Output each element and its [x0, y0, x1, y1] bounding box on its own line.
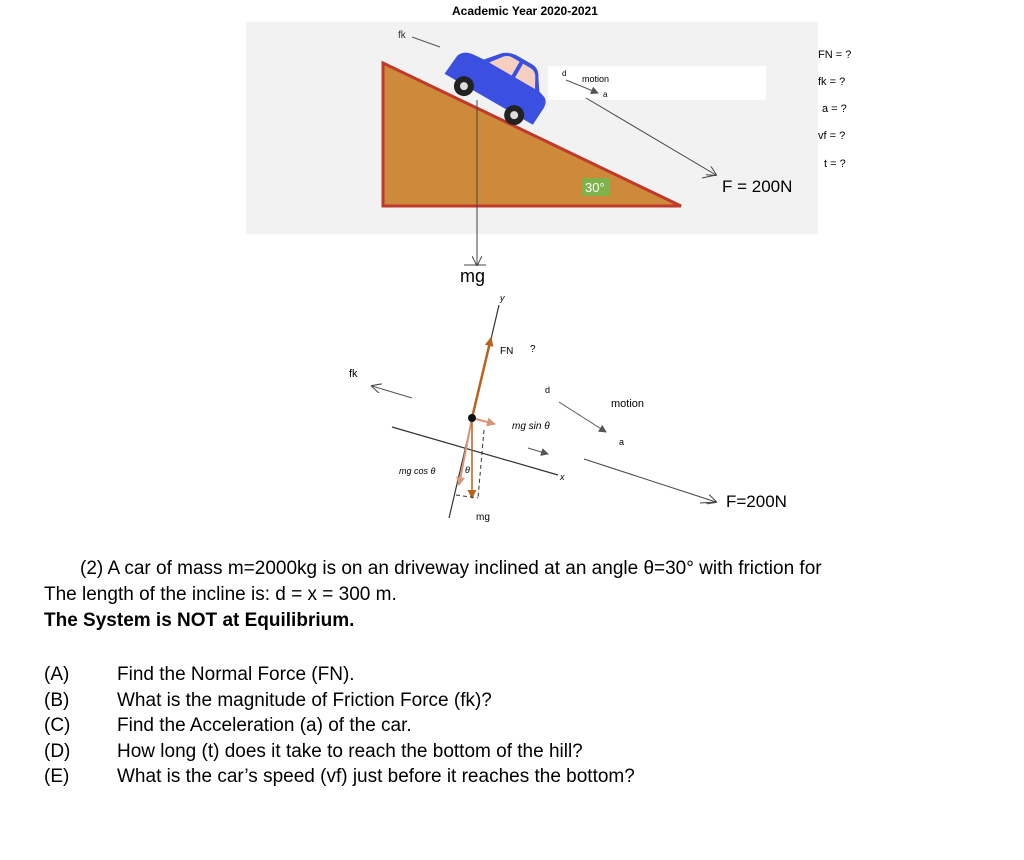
question-label: (D) — [44, 740, 71, 762]
question-item — [44, 662, 635, 688]
question-text: Find the Acceleration (a) of the car. — [117, 715, 412, 736]
d-label-top: d — [562, 69, 567, 78]
x-axis-label: x — [560, 472, 565, 482]
question-text: How long (t) does it take to reach the bottom of the hill? — [117, 740, 583, 762]
theta-label: θ — [465, 465, 470, 475]
fk-label-top: fk — [398, 30, 406, 41]
a-label-fbd: a — [619, 437, 625, 447]
car-point — [468, 414, 476, 422]
question-text: What is the car’s speed (vf) just before it reaches the bottom? — [117, 766, 635, 787]
y-axis-label: y — [500, 293, 505, 303]
question-label: (E) — [44, 766, 70, 787]
weight-label-top: mg — [460, 266, 486, 286]
fk-label-fbd: fk — [349, 368, 358, 380]
question-text: What is the magnitude of Friction Force (fk)? — [117, 689, 492, 711]
angle-label: 30° — [585, 180, 605, 195]
force-label-top: F = 200N — [722, 177, 793, 196]
unknown-a: a = ? — [822, 103, 847, 115]
unknown-fn: FN = ? — [818, 49, 852, 61]
force-label-fbd: F=200N — [726, 492, 787, 511]
question-item — [44, 764, 635, 790]
friction-arrow-top — [412, 37, 440, 47]
question-label: (A) — [44, 664, 70, 685]
applied-force-arrow-top — [586, 98, 716, 175]
question-item — [44, 688, 635, 714]
problem-line-1: (2) A car of mass m=2000kg is on an driveway inclined at an angle θ=30° with friction for — [80, 558, 822, 579]
unknown-fk: fk = ? — [818, 76, 846, 88]
question-list — [44, 662, 635, 790]
friction-arrow-fbd — [372, 386, 412, 398]
unknown-t: t = ? — [824, 158, 846, 170]
motion-label-fbd: motion — [611, 398, 645, 410]
problem-line-2: The length of the incline is: d = x = 300 m. — [44, 584, 397, 605]
fn-label: FN — [500, 346, 514, 357]
motion-label-top: motion — [582, 74, 610, 84]
academic-year-header: Academic Year 2020-2021 — [452, 4, 598, 18]
a-label-top: a — [603, 90, 608, 99]
question-item — [44, 739, 635, 765]
problem-line-3: The System is NOT at Equilibrium. — [44, 610, 355, 631]
applied-force-arrow-fbd — [584, 459, 716, 502]
mg-sin-label: mg sin θ — [512, 421, 550, 432]
mg-label-fbd: mg — [476, 512, 490, 523]
question-label: (C) — [44, 715, 71, 736]
question-text: Find the Normal Force (FN). — [117, 664, 355, 685]
d-label-fbd: d — [545, 385, 551, 395]
motion-arrow-fbd — [559, 402, 606, 432]
normal-force-arrow — [472, 338, 491, 418]
question-item — [44, 713, 635, 739]
mg-cos-label: mg cos θ — [399, 466, 436, 476]
unknown-vf: vf = ? — [818, 130, 846, 142]
question-label: (B) — [44, 689, 70, 711]
fn-question: ? — [530, 344, 536, 355]
problem-statement — [44, 556, 1004, 634]
